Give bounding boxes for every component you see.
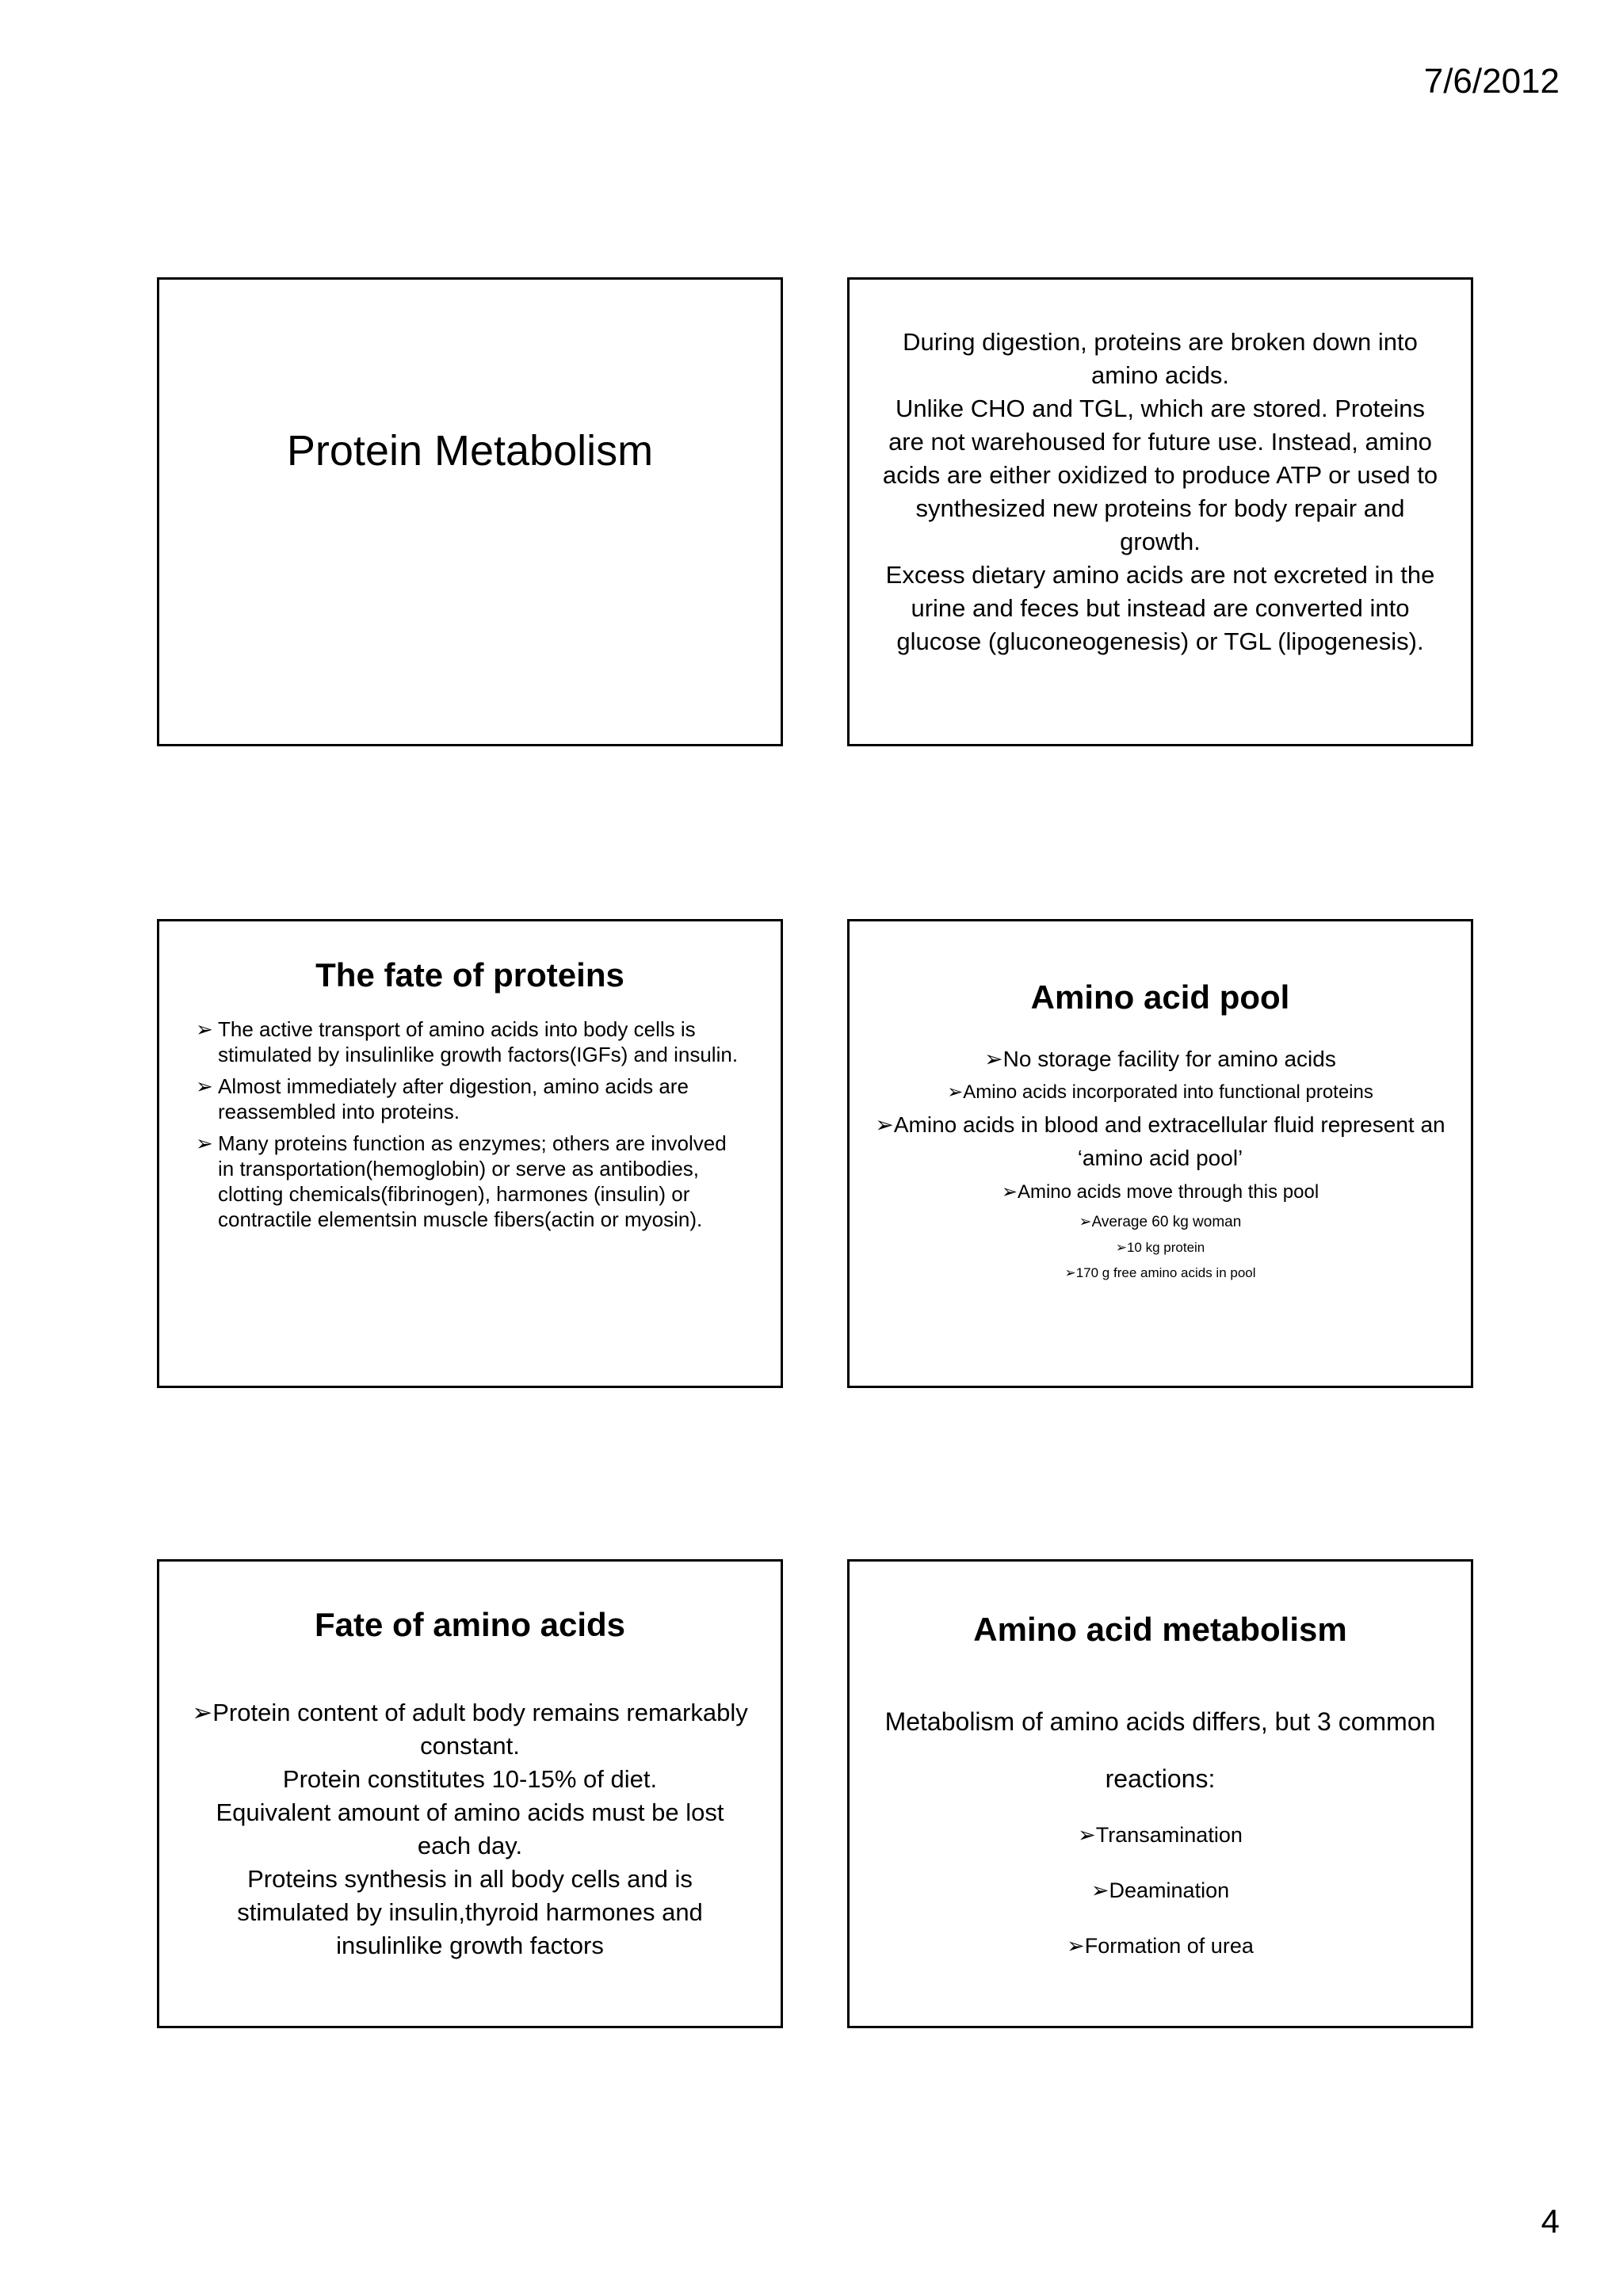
slide-title: Protein Metabolism bbox=[286, 427, 654, 475]
list-item bbox=[850, 1210, 1471, 1235]
list-item-text: Almost immediately after digestion, amino acids are reassembled into proteins. bbox=[218, 1074, 689, 1123]
slide-amino-acid-pool bbox=[847, 919, 1473, 1388]
list-item bbox=[850, 1108, 1471, 1175]
list-item-text: 10 kg protein bbox=[1126, 1240, 1205, 1255]
arrow-bullet-icon: ➢ bbox=[1079, 1214, 1092, 1230]
slide-body bbox=[850, 1693, 1471, 1974]
arrow-bullet-icon: ➢ bbox=[875, 1112, 894, 1137]
arrow-bullet-icon: ➢ bbox=[1078, 1823, 1096, 1847]
list-item bbox=[196, 1131, 746, 1232]
page-number: 4 bbox=[1541, 2203, 1560, 2240]
list-item-text: No storage facility for amino acids bbox=[1002, 1047, 1336, 1071]
paragraph: Excess dietary amino acids are not excreted in the urine and feces but instead are converted into glucose (gluconeogenesis) or TGL (lipogenesis). bbox=[885, 561, 1435, 655]
arrow-bullet-icon: ➢ bbox=[196, 1074, 213, 1098]
arrow-bullet-icon: ➢ bbox=[1001, 1181, 1018, 1203]
list-item-text: Transamination bbox=[1095, 1823, 1243, 1847]
list-item-text: The active transport of amino acids into body cells is stimulated by insulinlike growth factors(IGFs) and insulin. bbox=[218, 1017, 739, 1066]
arrow-bullet-icon: ➢ bbox=[196, 1017, 213, 1041]
list-item bbox=[850, 1042, 1471, 1077]
list-item-text: Many proteins function as enzymes; others are involved in transportation(hemoglobin) or serve as antibodies, clotting chemicals(fibrinogen), harmones (insulin) or contractile elementsin muscle fibers(actin or myosin). bbox=[218, 1131, 727, 1231]
list-item bbox=[850, 1175, 1471, 1210]
list-item bbox=[196, 1016, 746, 1067]
list-item-text: Amino acids incorporated into functional proteins bbox=[963, 1081, 1373, 1103]
arrow-bullet-icon: ➢ bbox=[947, 1081, 964, 1103]
slide-fate-of-amino-acids bbox=[157, 1559, 783, 2028]
intro-text: Metabolism of amino acids differs, but 3 common reactions: bbox=[884, 1707, 1436, 1793]
list-item-text: 170 g free amino acids in pool bbox=[1075, 1265, 1256, 1280]
slide-title: Amino acid pool bbox=[1030, 978, 1290, 1016]
bullet-list bbox=[850, 1042, 1471, 1286]
arrow-bullet-icon: ➢ bbox=[192, 1699, 213, 1726]
list-item bbox=[850, 1077, 1471, 1108]
list-item bbox=[850, 1235, 1471, 1261]
paragraph bbox=[191, 1696, 749, 1763]
arrow-bullet-icon: ➢ bbox=[1090, 1878, 1109, 1902]
list-item-text: Amino acids move through this pool bbox=[1017, 1181, 1319, 1203]
bullet-list bbox=[196, 1016, 746, 1232]
list-item-text: Formation of urea bbox=[1084, 1934, 1254, 1958]
arrow-bullet-icon: ➢ bbox=[1115, 1240, 1127, 1255]
list-item bbox=[873, 1863, 1447, 1918]
slide-title: Amino acid metabolism bbox=[973, 1611, 1347, 1648]
list-item-text: Average 60 kg woman bbox=[1091, 1214, 1242, 1230]
slide-title: Fate of amino acids bbox=[314, 1606, 626, 1643]
arrow-bullet-icon: ➢ bbox=[1064, 1265, 1076, 1280]
list-item bbox=[850, 1261, 1471, 1286]
slide-amino-acid-metabolism bbox=[847, 1559, 1473, 2028]
paragraph: Unlike CHO and TGL, which are stored. Proteins are not warehoused for future use. Instead, amino acids are either oxidized to produce ATP or used to synthesized new proteins for body repair and growth. bbox=[882, 395, 1438, 555]
slide-body bbox=[159, 1696, 781, 1962]
slide-digestion-overview bbox=[847, 277, 1473, 746]
list-item-text: Deamination bbox=[1109, 1878, 1230, 1902]
slide-protein-metabolism bbox=[157, 277, 783, 746]
arrow-bullet-icon: ➢ bbox=[1067, 1934, 1085, 1958]
arrow-bullet-icon: ➢ bbox=[984, 1047, 1003, 1071]
paragraph: Protein constitutes 10-15% of diet. bbox=[282, 1765, 658, 1793]
list-item bbox=[873, 1918, 1447, 1974]
arrow-bullet-icon: ➢ bbox=[196, 1131, 213, 1155]
paragraph: During digestion, proteins are broken down into amino acids. bbox=[903, 328, 1418, 389]
list-item-text: Amino acids in blood and extracellular fluid represent an ‘amino acid pool’ bbox=[893, 1112, 1445, 1170]
slide-body bbox=[850, 280, 1471, 658]
list-item bbox=[873, 1807, 1447, 1863]
list-item bbox=[196, 1074, 746, 1124]
slide-fate-of-proteins bbox=[157, 919, 783, 1388]
paragraph-text: Protein content of adult body remains remarkably constant. bbox=[212, 1699, 748, 1760]
slide-title: The fate of proteins bbox=[315, 956, 624, 994]
paragraph: Equivalent amount of amino acids must be lost each day. bbox=[216, 1798, 724, 1859]
header-date: 7/6/2012 bbox=[1423, 62, 1560, 101]
paragraph: Proteins synthesis in all body cells and is stimulated by insulin,thyroid harmones and insulinlike growth factors bbox=[237, 1865, 703, 1959]
